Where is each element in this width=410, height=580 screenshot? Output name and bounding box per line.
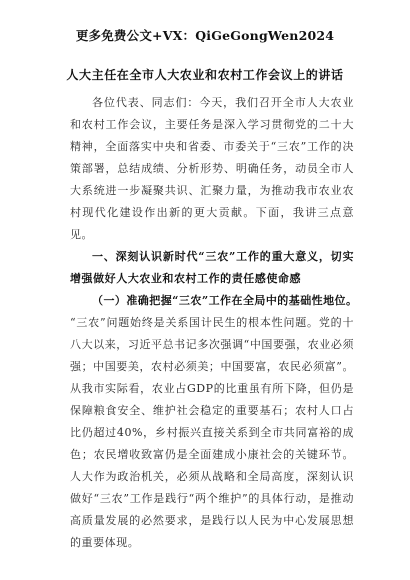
intro-paragraph: 各位代表、同志们：今天，我们召开全市人大农业和农村工作会议，主要任务是深入学习贯彻党的二十大精神，全面落实中央和省委、市委关于“三农”工作的决策部署，总结成绩、分析形势、明确任务，动员全市人大系统进一步凝聚共识、汇聚力量，为推动我市农业农村现代化建设作出新的更大贡献。下面，我讲三点意见。 <box>70 96 354 241</box>
page-title: 人大主任在全市人大农业和农村工作会议上的讲话 <box>66 68 344 82</box>
watermark-header: 更多免费公文+VX：QiGeGongWen2024 <box>75 28 335 43</box>
subsection-heading: （一）准确把握“三农”工作在全局中的基础性地位。 <box>92 294 358 307</box>
section-heading: 一、深刻认识新时代“三农”工作的重大意义，切实增强做好人大农业和农村工作的责任感使命感 <box>70 250 354 285</box>
body-paragraph: “三农”问题始终是关系国计民生的根本性问题。党的十八大以来，习近平总书记多次强调“中国要强，农业必须强；中国要美，农村必须美；中国要富，农民必须富”。从我市实际看，农业占GDP的比重虽有所下降，但仍是保障粮食安全、维护社会稳定的重要基石；农村人口占比仍超过40%，乡村振兴直接关系到全市共同富裕的成色；农民增收致富仍是全面建成小康社会的关键环节。人大作为政治机关，必须从战略和全局高度，深刻认识做好“三农”工作是践行“两个维护”的具体行动，是推动高质量发展的必然要求，是践行以人民为中心发展思想的重要体现。 <box>70 316 354 549</box>
